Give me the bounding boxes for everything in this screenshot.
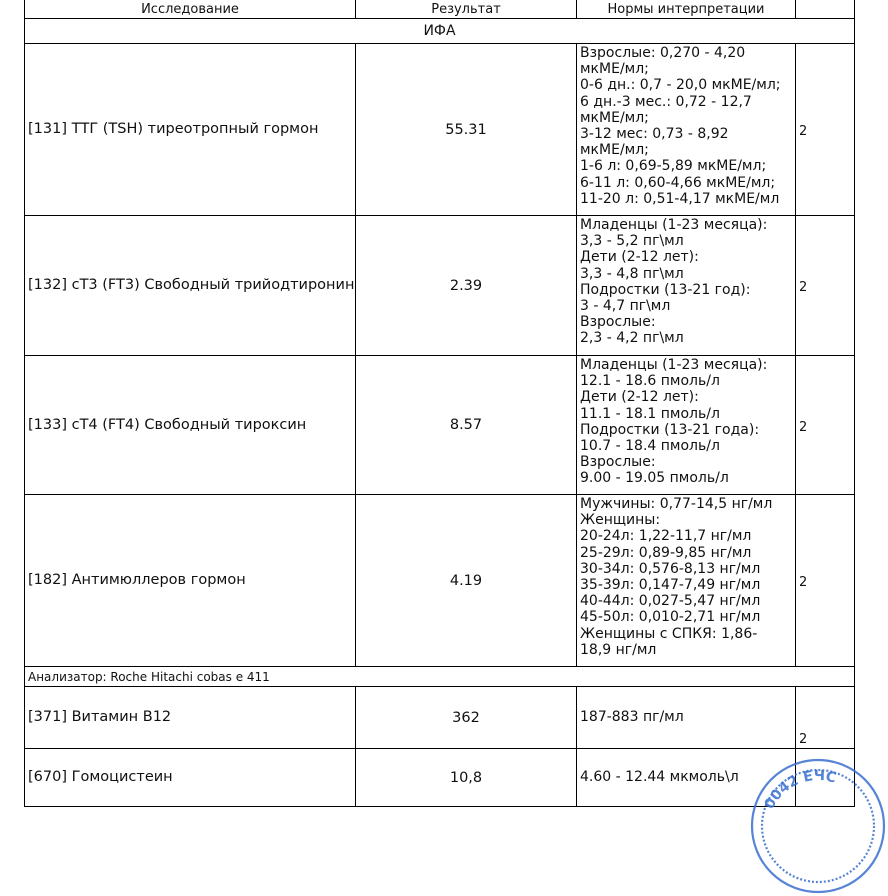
norm-line: 3 - 4,7 пг\мл	[580, 298, 671, 315]
test-result: 2.39	[356, 216, 577, 356]
norm-line: 30-34л: 0,576-8,13 нг/мл	[580, 560, 761, 577]
col-header-test: Исследование	[25, 0, 356, 19]
norm-line: 6 дн.-3 мес.: 0,72 - 12,7	[580, 93, 752, 110]
analyzer-label: Анализатор: Roche Hitachi cobas e 411	[25, 667, 855, 687]
norm-line: Дети (2-12 лет):	[580, 389, 699, 406]
norm-line: Взрослые:	[580, 314, 656, 331]
test-extra: 2	[796, 356, 855, 495]
test-name: [670] Гомоцистеин	[25, 749, 356, 807]
table-row	[25, 216, 855, 356]
col-header-result: Результат	[356, 0, 577, 19]
norm-line: 11.1 - 18.1 пмоль/л	[580, 405, 720, 422]
test-result: 10,8	[356, 749, 577, 807]
norm-line: 2,3 - 4,2 пг\мл	[580, 330, 684, 347]
svg-text:0042 ЕЧС: 0042 ЕЧС	[761, 767, 838, 812]
norm-line: Взрослые: 0,270 - 4,20	[580, 45, 746, 61]
test-extra: 2	[796, 495, 855, 667]
norm-line: 11-20 л: 0,51-4,17 мкМЕ/мл	[580, 190, 780, 207]
norm-line: 35-39л: 0,147-7,49 нг/мл	[580, 577, 761, 594]
table-row	[25, 44, 855, 216]
test-name: [132] cT3 (FT3) Свободный трийодтиронин	[25, 216, 356, 356]
norm-line: Младенцы (1-23 месяца):	[580, 357, 768, 373]
norm-line: мкМЕ/мл;	[580, 142, 649, 159]
test-name: [182] Антимюллеров гормон	[25, 495, 356, 667]
norm-line: мкМЕ/мл;	[580, 109, 649, 126]
table-row	[25, 687, 855, 749]
test-extra: 2	[796, 44, 855, 216]
test-result: 8.57	[356, 356, 577, 495]
section-row	[25, 19, 855, 44]
table-header-row	[25, 0, 855, 19]
section-title: ИФА	[25, 19, 855, 44]
table-row	[25, 749, 855, 807]
norm-line: 12.1 - 18.6 пмоль/л	[580, 373, 720, 390]
norm-line: 25-29л: 0,89-9,85 нг/мл	[580, 544, 752, 561]
norm-line: 187-883 пг/мл	[580, 709, 684, 726]
norm-line: 3-12 мес: 0,73 - 8,92	[580, 126, 729, 143]
col-header-norms: Нормы интерпретации	[577, 0, 796, 19]
table-row	[25, 495, 855, 667]
norm-line: 9.00 - 19.05 пмоль/л	[580, 470, 729, 487]
test-norms	[577, 687, 796, 749]
test-name: [371] Витамин B12	[25, 687, 356, 749]
norm-line: 1-6 л: 0,69-5,89 мкМЕ/мл;	[580, 158, 767, 175]
norm-line: Взрослые:	[580, 454, 656, 471]
norm-line: 20-24л: 1,22-11,7 нг/мл	[580, 528, 752, 545]
col-header-extra	[796, 0, 855, 19]
seal-stamp	[748, 756, 888, 896]
norm-line: 40-44л: 0,027-5,47 нг/мл	[580, 593, 761, 610]
test-norms	[577, 216, 796, 356]
norm-line: 3,3 - 4,8 пг\мл	[580, 265, 684, 282]
test-result: 362	[356, 687, 577, 749]
test-norms	[577, 356, 796, 495]
norm-line: Мужчины: 0,77-14,5 нг/мл	[580, 496, 773, 512]
test-result: 55.31	[356, 44, 577, 216]
test-norms	[577, 495, 796, 667]
norm-line: 4.60 - 12.44 мкмоль\л	[580, 769, 739, 786]
test-name: [133] cT4 (FT4) Свободный тироксин	[25, 356, 356, 495]
norm-line: Подростки (13-21 год):	[580, 281, 751, 298]
norm-line: Женщины с СПКЯ: 1,86-	[580, 625, 758, 642]
table-row	[25, 356, 855, 495]
norm-line: 45-50л: 0,010-2,71 нг/мл	[580, 609, 761, 626]
norm-line: Дети (2-12 лет):	[580, 249, 699, 266]
norm-line: Подростки (13-21 года):	[580, 421, 760, 438]
test-norms	[577, 44, 796, 216]
analyzer-row	[25, 667, 855, 687]
norm-line: мкМЕ/мл;	[580, 61, 649, 78]
norm-line: 0-6 дн.: 0,7 - 20,0 мкМЕ/мл;	[580, 77, 781, 94]
test-result: 4.19	[356, 495, 577, 667]
test-extra: 2	[796, 687, 855, 749]
norm-line: Младенцы (1-23 месяца):	[580, 217, 768, 233]
results-table	[24, 0, 855, 807]
test-extra: 2	[796, 216, 855, 356]
norm-line: 3,3 - 5,2 пг\мл	[580, 233, 684, 250]
test-name: [131] ТТГ (TSH) тиреотропный гормон	[25, 44, 356, 216]
norm-line: 6-11 л: 0,60-4,66 мкМЕ/мл;	[580, 174, 776, 191]
norm-line: 10.7 - 18.4 пмоль/л	[580, 438, 720, 455]
norm-line: 18,9 нг/мл	[580, 641, 657, 658]
norm-line: Женщины:	[580, 512, 661, 529]
